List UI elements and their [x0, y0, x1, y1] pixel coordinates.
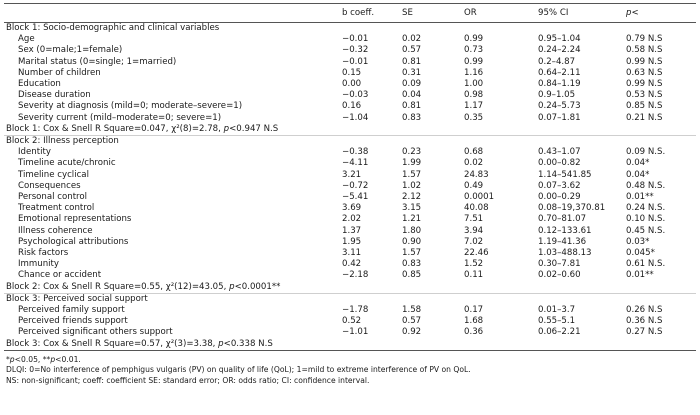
se-cell: 0.81	[402, 101, 422, 112]
or-cell: 0.11	[464, 270, 484, 281]
ci-cell: 0.43–1.07	[538, 147, 581, 158]
ci-cell: 0.30–7.81	[538, 259, 581, 270]
se-cell: 1.58	[402, 305, 422, 316]
table-row	[4, 34, 696, 45]
p-cell: 0.36 N.S	[626, 316, 663, 327]
b-coeff-cell: 3.69	[342, 203, 362, 214]
b-coeff-cell: −1.78	[342, 305, 369, 316]
row-label: Immunity	[18, 259, 60, 270]
or-cell: 0.73	[464, 45, 484, 56]
b-coeff-cell: −0.32	[342, 45, 369, 56]
ci-cell: 0.06–2.21	[538, 327, 581, 338]
b-coeff-cell: −0.38	[342, 147, 369, 158]
b-coeff-cell: 1.95	[342, 236, 362, 247]
se-cell: 0.02	[402, 34, 422, 45]
or-cell: 0.99	[464, 34, 484, 45]
ci-cell: 1.14–541.85	[538, 169, 592, 180]
block-summary-row	[4, 124, 696, 136]
table-row	[4, 181, 696, 192]
ci-cell: 0.24–5.73	[538, 101, 581, 112]
se-cell: 0.57	[402, 316, 422, 327]
or-cell: 24.83	[464, 169, 489, 180]
se-cell: 0.23	[402, 147, 422, 158]
table-row	[4, 79, 696, 90]
b-coeff-cell: 1.37	[342, 225, 362, 236]
row-label: Treatment control	[18, 203, 95, 214]
row-label: Marital status (0=single; 1=married)	[18, 56, 177, 67]
b-coeff-cell: −1.04	[342, 112, 369, 123]
row-label: Perceived significant others support	[18, 327, 173, 338]
row-label: Identity	[18, 147, 51, 158]
block-heading-row	[4, 136, 696, 148]
ci-cell: 0.84–1.19	[538, 79, 581, 90]
p-cell: 0.26 N.S	[626, 305, 663, 316]
se-cell: 0.90	[402, 236, 422, 247]
b-coeff-cell: 3.11	[342, 248, 362, 259]
header-se: SE	[402, 4, 464, 23]
table-row	[4, 170, 696, 181]
se-cell: 0.83	[402, 259, 422, 270]
table-row	[4, 203, 696, 214]
se-cell: 0.83	[402, 112, 422, 123]
se-cell: 0.85	[402, 270, 422, 281]
page	[0, 3, 700, 415]
p-cell: 0.27 N.S	[626, 327, 663, 338]
table-row	[4, 305, 696, 316]
ci-cell: 0.00–0.82	[538, 158, 581, 169]
block-summary-row	[4, 339, 696, 351]
b-coeff-cell: −0.01	[342, 34, 369, 45]
p-cell: 0.24 N.S.	[626, 203, 666, 214]
b-coeff-cell: −0.01	[342, 56, 369, 67]
p-cell: 0.53 N.S	[626, 90, 663, 101]
footnote-line: NS: non-significant; coeff: coefficient SE: standard error; OR: odds ratio; CI: confidence interval.	[6, 375, 370, 385]
row-label: Illness coherence	[18, 225, 93, 236]
row-label: Emotional representations	[18, 214, 132, 225]
table-row	[4, 90, 696, 101]
or-cell: 0.17	[464, 305, 484, 316]
p-cell: 0.01**	[626, 192, 654, 203]
or-cell: 0.49	[464, 180, 484, 191]
ci-cell: 0.07–3.62	[538, 180, 581, 191]
se-cell: 0.09	[402, 79, 422, 90]
p-cell: 0.85 N.S	[626, 101, 663, 112]
block-heading: Block 1: Socio-demographic and clinical variables	[6, 23, 220, 33]
ci-cell: 0.24–2.24	[538, 45, 581, 56]
table-row	[4, 68, 696, 79]
p-cell: 0.04*	[626, 169, 650, 180]
row-label: Perceived family support	[18, 305, 125, 316]
table-row	[4, 327, 696, 338]
se-cell: 1.57	[402, 248, 422, 259]
p-cell: 0.99 N.S	[626, 56, 663, 67]
table-row	[4, 147, 696, 158]
b-coeff-cell: 0.15	[342, 67, 362, 78]
p-cell: 0.45 N.S.	[626, 225, 666, 236]
table-row	[4, 316, 696, 327]
table-row	[4, 270, 696, 281]
table-row	[4, 226, 696, 237]
or-cell: 0.99	[464, 56, 484, 67]
ci-cell: 0.01–3.7	[538, 305, 576, 316]
ci-cell: 1.19–41.36	[538, 236, 587, 247]
table-row	[4, 113, 696, 124]
p-cell: 0.03*	[626, 236, 650, 247]
or-cell: 40.08	[464, 203, 489, 214]
or-cell: 1.68	[464, 316, 484, 327]
b-coeff-cell: −4.11	[342, 158, 369, 169]
p-cell: 0.10 N.S.	[626, 214, 666, 225]
ci-cell: 0.70–81.07	[538, 214, 587, 225]
or-cell: 1.52	[464, 259, 484, 270]
row-label: Severity at diagnosis (mild=0; moderate–severe=1)	[18, 101, 243, 112]
se-cell: 2.12	[402, 192, 422, 203]
b-coeff-cell: 3.21	[342, 169, 362, 180]
or-cell: 0.35	[464, 112, 484, 123]
footnote-line: *p<0.05, **p<0.01.	[6, 354, 81, 364]
ci-cell: 0.07–1.81	[538, 112, 581, 123]
ci-cell: 0.08–19,370.81	[538, 203, 606, 214]
row-label: Risk factors	[18, 248, 69, 259]
table-header	[4, 4, 696, 23]
or-cell: 22.46	[464, 248, 489, 259]
or-cell: 0.98	[464, 90, 484, 101]
table-row	[4, 158, 696, 169]
se-cell: 0.57	[402, 45, 422, 56]
row-label: Timeline cyclical	[18, 169, 89, 180]
block-summary: Block 1: Cox & Snell R Square=0.047, χ²(8)=2.78, p<0.947 N.S	[4, 124, 696, 136]
ci-cell: 0.12–133.61	[538, 225, 592, 236]
block-summary: Block 2: Cox & Snell R Square=0.55, χ²(12)=43.05, p<0.0001**	[4, 282, 696, 294]
row-label: Consequences	[18, 180, 81, 191]
block-summary: Block 3: Cox & Snell R Square=0.57, χ²(3)=3.38, p<0.338 N.S	[4, 339, 696, 351]
row-label: Disease duration	[18, 90, 91, 101]
block-heading: Block 3: Perceived social support	[6, 293, 148, 304]
or-cell: 0.02	[464, 158, 484, 169]
footnote-line: DLQI: 0=No interference of pemphigus vulgaris (PV) on quality of life (QoL); 1=mild to extreme interference of PV on QoL.	[6, 365, 471, 375]
header-p: p<	[626, 4, 696, 23]
se-cell: 0.31	[402, 67, 422, 78]
block-heading-row	[4, 23, 696, 35]
se-cell: 1.57	[402, 169, 422, 180]
ci-cell: 0.9–1.05	[538, 90, 576, 101]
row-label: Timeline acute/chronic	[18, 158, 116, 169]
p-cell: 0.045*	[626, 248, 655, 259]
se-cell: 1.02	[402, 180, 422, 191]
b-coeff-cell: −0.72	[342, 180, 369, 191]
block-heading-row	[4, 293, 696, 305]
row-label: Sex (0=male;1=female)	[18, 45, 123, 56]
row-label: Severity current (mild–moderate=0; severe=1)	[18, 112, 222, 123]
p-cell: 0.79 N.S	[626, 34, 663, 45]
row-label: Psychological attributions	[18, 236, 129, 247]
p-cell: 0.58 N.S	[626, 45, 663, 56]
p-cell: 0.01**	[626, 270, 654, 281]
se-cell: 3.15	[402, 203, 422, 214]
table-footnotes	[6, 355, 700, 386]
ci-cell: 0.00–0.29	[538, 192, 581, 203]
b-coeff-cell: 2.02	[342, 214, 362, 225]
p-cell: 0.63 N.S	[626, 67, 663, 78]
se-cell: 1.21	[402, 214, 422, 225]
ci-cell: 1.03–488.13	[538, 248, 592, 259]
p-cell: 0.48 N.S.	[626, 180, 666, 191]
header-label	[4, 4, 342, 23]
table-row	[4, 214, 696, 225]
or-cell: 0.36	[464, 327, 484, 338]
b-coeff-cell: −5.41	[342, 192, 369, 203]
row-label: Perceived friends support	[18, 316, 128, 327]
row-label: Age	[18, 34, 35, 45]
or-cell: 1.16	[464, 67, 484, 78]
table-row	[4, 248, 696, 259]
regression-table	[4, 3, 696, 351]
table-row	[4, 192, 696, 203]
table-row	[4, 57, 696, 68]
se-cell: 0.92	[402, 327, 422, 338]
b-coeff-cell: 0.42	[342, 259, 362, 270]
table-row	[4, 259, 696, 270]
block-summary-row	[4, 282, 696, 294]
se-cell: 1.99	[402, 158, 422, 169]
p-cell: 0.21 N.S	[626, 112, 663, 123]
row-label: Education	[18, 79, 61, 90]
ci-cell: 0.55–5.1	[538, 316, 576, 327]
row-label: Personal control	[18, 192, 88, 203]
p-cell: 0.99 N.S	[626, 79, 663, 90]
header-or: OR	[464, 4, 538, 23]
table-row	[4, 45, 696, 56]
header-row	[4, 4, 696, 23]
or-cell: 3.94	[464, 225, 484, 236]
b-coeff-cell: 0.00	[342, 79, 362, 90]
or-cell: 7.02	[464, 236, 484, 247]
or-cell: 0.0001	[464, 192, 495, 203]
se-cell: 0.04	[402, 90, 422, 101]
header-ci: 95% CI	[538, 4, 626, 23]
p-cell: 0.61 N.S.	[626, 259, 666, 270]
b-coeff-cell: 0.52	[342, 316, 362, 327]
or-cell: 1.17	[464, 101, 484, 112]
b-coeff-cell: −1.01	[342, 327, 369, 338]
ci-cell: 0.64–2.11	[538, 67, 581, 78]
b-coeff-cell: −2.18	[342, 270, 369, 281]
or-cell: 7.51	[464, 214, 484, 225]
or-cell: 1.00	[464, 79, 484, 90]
table-row	[4, 101, 696, 112]
table-body	[4, 23, 696, 351]
ci-cell: 0.2–4.87	[538, 56, 576, 67]
table-row	[4, 237, 696, 248]
se-cell: 1.80	[402, 225, 422, 236]
se-cell: 0.81	[402, 56, 422, 67]
p-cell: 0.09 N.S.	[626, 147, 666, 158]
ci-cell: 0.95–1.04	[538, 34, 581, 45]
block-heading: Block 2: Illness perception	[6, 136, 119, 147]
or-cell: 0.68	[464, 147, 484, 158]
header-b-coeff: b coeff.	[342, 4, 402, 23]
b-coeff-cell: −0.03	[342, 90, 369, 101]
p-cell: 0.04*	[626, 158, 650, 169]
b-coeff-cell: 0.16	[342, 101, 362, 112]
row-label: Number of children	[18, 67, 101, 78]
ci-cell: 0.02–0.60	[538, 270, 581, 281]
row-label: Chance or accident	[18, 270, 102, 281]
